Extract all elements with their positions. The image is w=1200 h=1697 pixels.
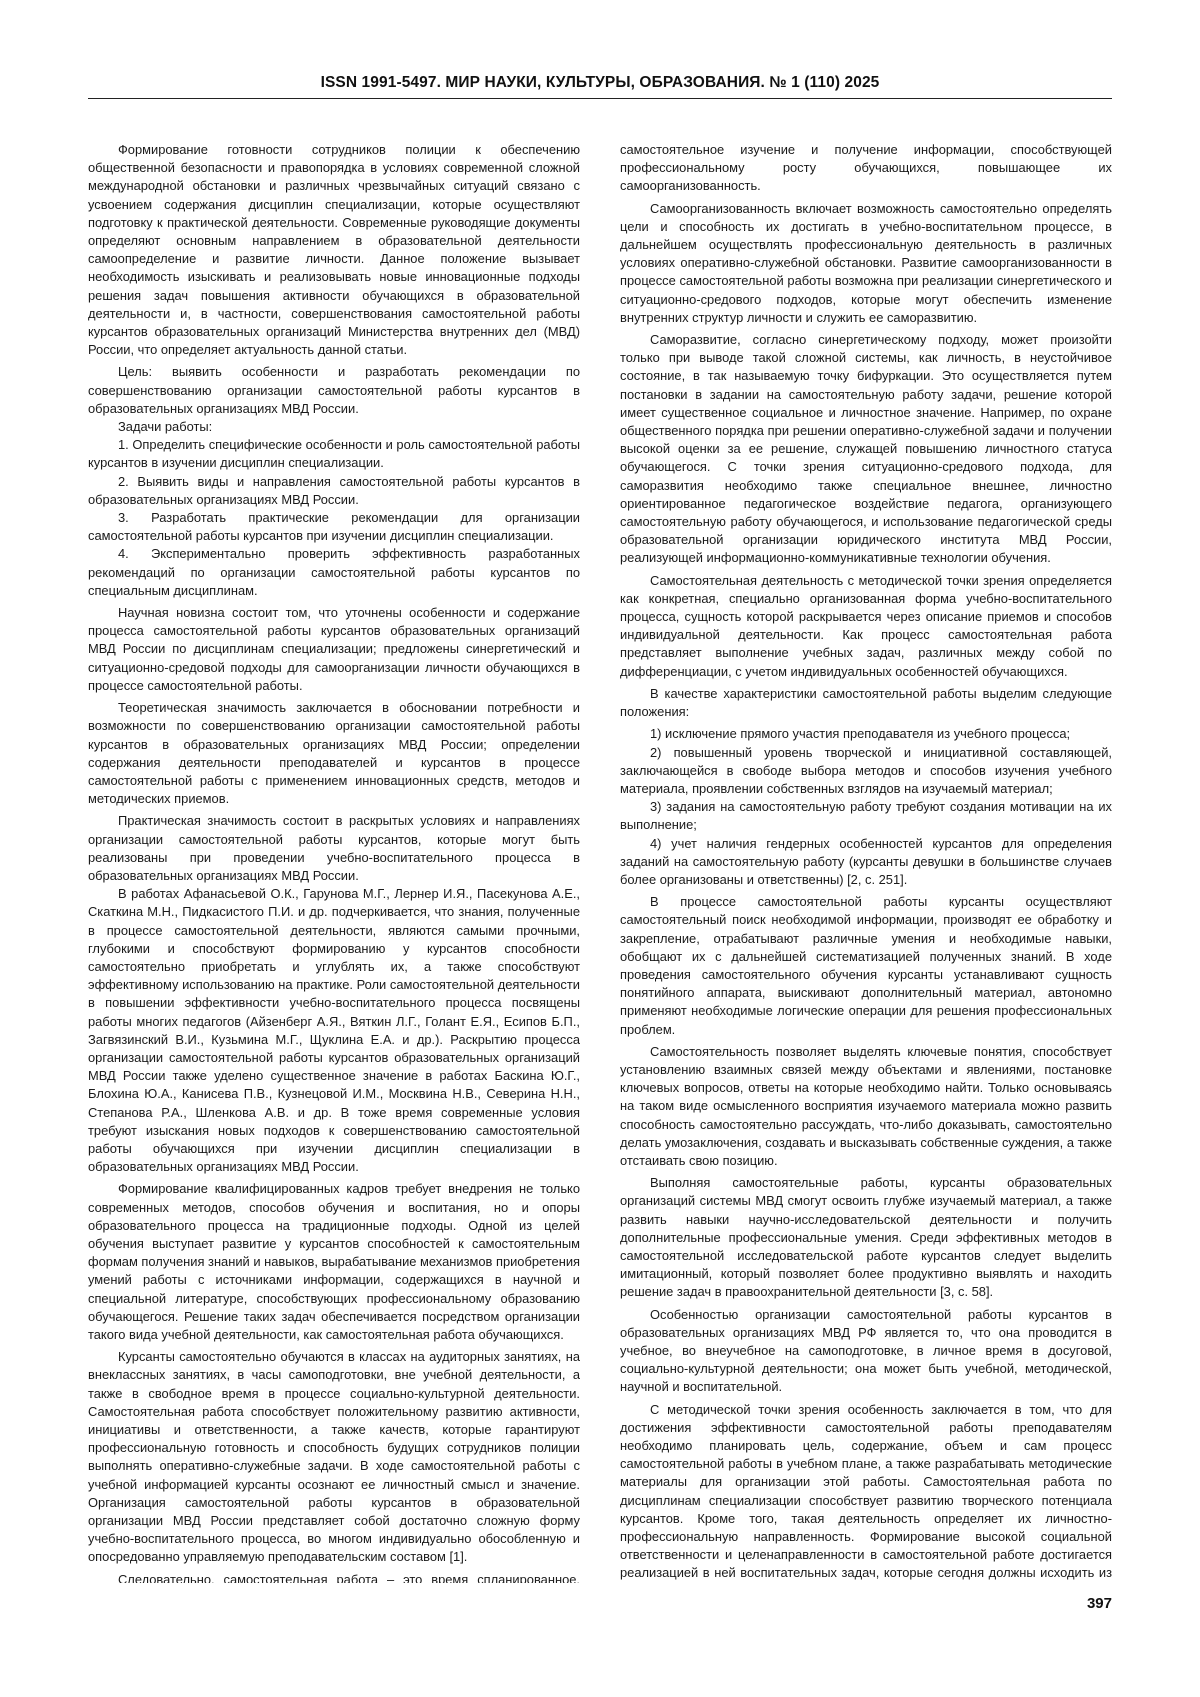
paragraph: 1) исключение прямого участия преподавателя из учебного процесса; [620, 725, 1112, 743]
paragraph: Курсанты самостоятельно обучаются в классах на аудиторных занятиях, на внеклассных занятиях, в часы самоподготовки, вне учебной деятельности, а также в свободное время в процессе социально-культурной деятельности. Самостоятельная работа способствует положительному развитию активности, инициативы и ответственности, а также качеств, которые гарантируют профессиональную готовность и способность будущих сотрудников полиции выполнять оперативно-служебные задачи. В ходе самостоятельной работы с учебной информацией курсанты осознают ее личностный смысл и значение. Организация самостоятельной работы курсантов в образовательной организации МВД России представляет собой достаточно сложную форму учебно-воспитательного процесса, во многом индивидуально обособленную и опосредованно управляемую преподавательским составом [1]. [88, 1348, 580, 1566]
right-column [620, 141, 1112, 1583]
article-body [88, 141, 1112, 1583]
paragraph: 4. Экспериментально проверить эффективность разработанных рекомендаций по организации самостоятельной работы курсантов по специальным дисциплинам. [88, 545, 580, 600]
paragraph: Выполняя самостоятельные работы, курсанты образовательных организаций системы МВД смогут освоить глубже изучаемый материал, а также развить навыки научно-исследовательской деятельности и получить дополнительные профессиональные умения. Среди эффективных методов в самостоятельной исследовательской работе курсантов следует выделить имитационный, который позволяет более продуктивно выявлять и находить решение задач в правоохранительной деятельности [3, с. 58]. [620, 1174, 1112, 1301]
paragraph: 2) повышенный уровень творческой и инициативной составляющей, заключающейся в свободе выбора методов и способов изучения учебного материала, проявлении собственных взглядов на изучаемый материал; [620, 744, 1112, 799]
paragraph: 4) учет наличия гендерных особенностей курсантов для определения заданий на самостоятельную работу (курсанты девушки в большинстве случаев более организованы и ответственны) [2, с. 251]. [620, 835, 1112, 890]
paragraph: 2. Выявить виды и направления самостоятельной работы курсантов в образовательных организациях МВД России. [88, 473, 580, 509]
paragraph: Цель: выявить особенности и разработать рекомендации по совершенствованию организации самостоятельной работы курсантов в образовательных организациях МВД России. [88, 363, 580, 418]
paragraph: Формирование квалифицированных кадров требует внедрения не только современных методов, способов обучения и воспитания, но и опоры образовательного процесса на традиционные подходы. Одной из целей обучения выступает развитие у курсантов способностей к самостоятельным формам получения знаний и навыков, вырабатывание механизмов приобретения умений работы с источниками информации, содержащихся в научной и специальной литературе, способствующих профессиональному образованию обучающегося. Решение таких задач обеспечивается посредством организации такого вида учебной деятельности, как самостоятельная работа обучающихся. [88, 1180, 580, 1344]
paragraph: Саморазвитие, согласно синергетическому подходу, может произойти только при выводе такой сложной системы, как личность, в неустойчивое состояние, в так называемую точку бифуркации. Это осуществляется путем постановки в задании на самостоятельную работу задачи, решение которой имеет существенное социальное и личностное значение. Например, по охране общественного порядка при решении оперативно-служебной задачи и получении высокой оценки за ее решение, служащей повышению личностного статуса обучающегося. С точки зрения ситуационно-средового подхода, для саморазвития необходимо также специальное внешнее, личностно ориентированное педагогическое воздействие педагога, организующего самостоятельную работу обучающегося, и использование педагогической среды образовательной организации юридического института МВД России, реализующей информационно-коммуникативные технологии обучения. [620, 331, 1112, 568]
paragraph: 3) задания на самостоятельную работу требуют создания мотивации на их выполнение; [620, 798, 1112, 834]
paragraph: Самостоятельная деятельность с методической точки зрения определяется как конкретная, специально организованная форма учебно-воспитательного процесса, сущность которой раскрывается через описание приемов и способов индивидуальной деятельности. Как процесс самостоятельная работа представляет выполнение учебных задач, различных между собой по дифференциации, с учетом индивидуальных особенностей обучающихся. [620, 572, 1112, 681]
running-head: ISSN 1991-5497. МИР НАУКИ, КУЛЬТУРЫ, ОБРАЗОВАНИЯ. № 1 (110) 2025 [88, 74, 1112, 92]
header-rule [88, 98, 1112, 99]
paragraph: Теоретическая значимость заключается в обосновании потребности и возможности по совершенствованию организации самостоятельной работы курсантов в образовательных организациях МВД России; определении содержания деятельности преподавателей и курсантов в процессе самостоятельной работы с применением инновационных средств, методов и методических приемов. [88, 699, 580, 808]
paragraph: В процессе самостоятельной работы курсанты осуществляют самостоятельный поиск необходимой информации, производят ее обработку и закрепление, отрабатывают различные умения и необходимые навыки, обобщают их с дальнейшей систематизацией полученных знаний. В ходе проведения самостоятельного обучения курсанты устанавливают сущность понятийного аппарата, выискивают дополнительный материал, автономно применяют необходимые логические операции для решения профессиональных проблем. [620, 893, 1112, 1039]
page-number: 397 [1040, 1595, 1112, 1612]
paragraph: Формирование готовности сотрудников полиции к обеспечению общественной безопасности и правопорядка в условиях современной сложной международной обстановки и различных чрезвычайных ситуаций связано с усвоением содержания дисциплин специализации, которые осуществляют подготовку к практической деятельности. Современные руководящие документы определяют основным направлением в образовательной деятельности самоопределение и развитие личности. Данное положение вызывает необходимость изыскивать и реализовывать новые инновационные подходы решения задач повышения активности обучающихся в образовательной деятельности и, в частности, совершенствования самостоятельной работы курсантов образовательных организаций Министерства внутренних дел (МВД) России, что определяет актуальность данной статьи. [88, 141, 580, 359]
paragraph: С методической точки зрения особенность заключается в том, что для достижения эффективности самостоятельной работы преподавателям необходимо планировать цель, содержание, объем и сам процесс самостоятельной работы в учебном плане, а также разрабатывать методические материалы для организации этой работы. Самостоятельная работа по дисциплинам специализации способствует развитию творческого потенциала курсантов. Кроме того, такая деятельность определяет их личностно-профессиональную направленность. Формирование высокой социальной ответственности и целенаправленности в самостоятельной работе достигается реализацией в ней воспитательных задач, которые сегодня должны исходить из [620, 1401, 1112, 1583]
paragraph: Самоорганизованность включает возможность самостоятельно определять цели и способность их достигать в учебно-воспитательном процессе, в дальнейшем осуществлять профессиональную деятельность в различных условиях оперативно-служебной обстановки. Развитие самоорганизованности в процессе самостоятельной работы возможна при реализации синергетического и ситуационно-средового подходов, которые могут обеспечить изменение внутренних структур личности и служить ее саморазвитию. [620, 200, 1112, 327]
paragraph: Особенностью организации самостоятельной работы курсантов в образовательных организациях МВД РФ является то, что она проводится в учебное, во внеучебное на самоподготовке, в личное время в досуговой, социально-культурной деятельности; она может быть учебной, методической, научной и воспитательной. [620, 1306, 1112, 1397]
paragraph: В работах Афанасьевой О.К., Гарунова М.Г., Лернер И.Я., Пасекунова А.Е., Скаткина М.Н., Пидкасистого П.И. и др. подчеркивается, что знания, полученные в процессе самостоятельной деятельности, являются самыми прочными, глубокими и способствуют формированию у курсантов способности самостоятельно приобретать и углублять их, а также способствуют эффективному использованию на практике. Роли самостоятельной деятельности в повышении эффективности учебно-воспитательного процесса посвящены работы многих педагогов (Айзенберг А.Я., Вяткин Л.Г., Голант Е.Я., Есипов Б.П., Загвязинский В.И., Кузьмина М.Г., Щуклина Е.А. и др.). Раскрытию процесса организации самостоятельной работы курсантов образовательных организаций МВД России также уделено существенное значение в работах Баскина Ю.Г., Блохина Ю.А., Канисева П.В., Кузнецовой И.М., Москвина Н.В., Северина Н.Н., Степанова Р.А., Шленкова А.В. и др. В тоже время современные условия требуют изыскания новых подходов к совершенствованию самостоятельной работы обучающихся при изучении дисциплин специализации в образовательных организациях МВД России. [88, 885, 580, 1176]
left-column [88, 141, 580, 1583]
paragraph: В качестве характеристики самостоятельной работы выделим следующие положения: [620, 685, 1112, 721]
paragraph: Самостоятельность позволяет выделять ключевые понятия, способствует установлению взаимных связей между объектами и явлениями, постановке ключевых вопросов, ответы на которые необходимо найти. Только основываясь на таком виде осмысленного восприятия изучаемого материала можно развить способность самостоятельно рассуждать, что-либо доказывать, самостоятельно делать умозаключения, создавать и высказывать собственные суждения, а также отстаивать свою позицию. [620, 1043, 1112, 1170]
paragraph: Научная новизна состоит том, что уточнены особенности и содержание процесса самостоятельной работы курсантов образовательных организаций МВД России по дисциплинам специализации; предложены синергетический и ситуационно-средовой подходы для самоорганизации личности обучающихся в процессе самостоятельной работы. [88, 604, 580, 695]
paragraph: самостоятельное изучение и получение информации, способствующей профессиональному росту обучающихся, повышающее их самоорганизованность. [620, 141, 1112, 196]
paragraph: 1. Определить специфические особенности и роль самостоятельной работы курсантов в изучении дисциплин специализации. [88, 436, 580, 472]
paragraph: 3. Разработать практические рекомендации для организации самостоятельной работы курсантов при изучении дисциплин специализации. [88, 509, 580, 545]
paragraph: Следовательно, самостоятельная работа – это время спланированное, [88, 1571, 580, 1583]
paragraph: Задачи работы: [88, 418, 580, 436]
paragraph: Практическая значимость состоит в раскрытых условиях и направлениях организации самостоятельной работы курсантов, которые могут быть реализованы при проведении учебно-воспитательного процесса в образовательных организациях МВД России. [88, 812, 580, 885]
